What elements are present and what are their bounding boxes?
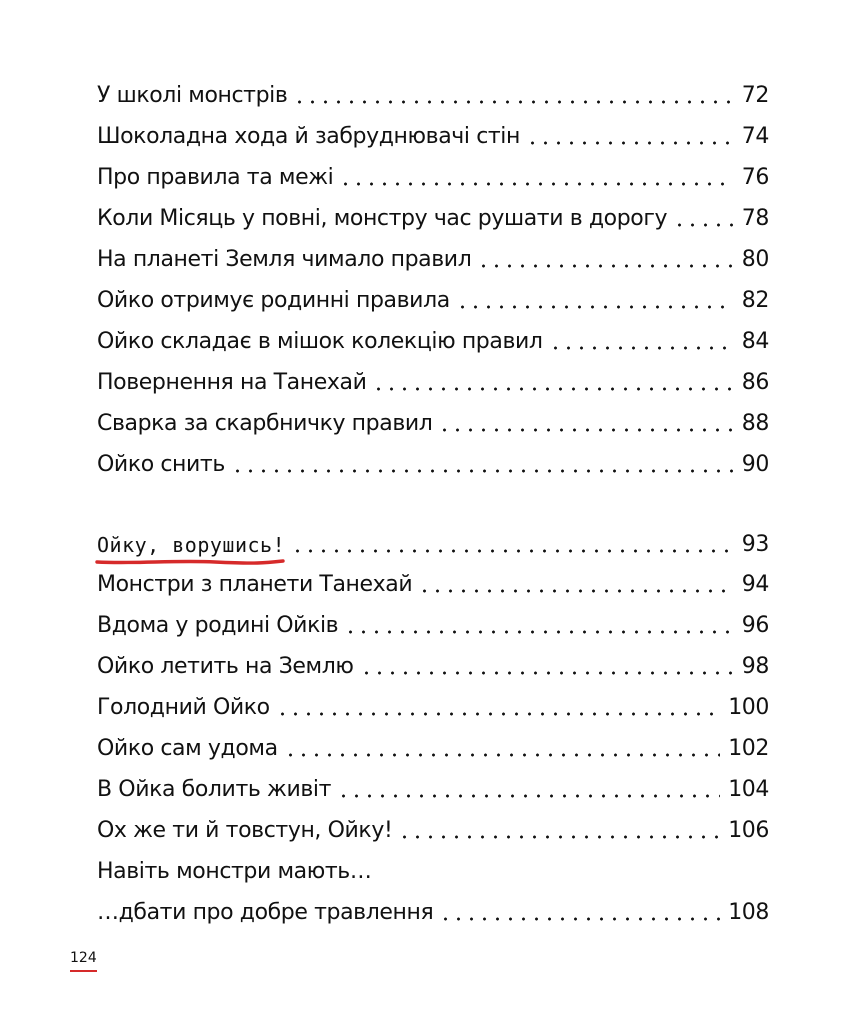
- toc-entry: [97, 322, 769, 356]
- toc-entry-title: Ойко летить на Землю: [97, 654, 354, 679]
- dot-leader: [438, 427, 733, 433]
- toc-entry-page: 104: [728, 777, 769, 802]
- toc-entry: [97, 852, 769, 886]
- toc-entry-title: На планеті Земля чимало правил: [97, 247, 472, 272]
- toc-entry-title: Голодний Ойко: [97, 695, 270, 720]
- toc-entry: [97, 117, 769, 151]
- dot-leader: [231, 468, 734, 474]
- toc-entry-page: 100: [728, 695, 769, 720]
- dot-leader: [477, 263, 733, 269]
- toc-entry-page: 90: [741, 452, 769, 477]
- toc-entry-title: Навіть монстри мають…: [97, 859, 372, 884]
- toc-entry: [97, 606, 769, 640]
- dot-leader: [526, 140, 734, 146]
- toc-entry-page: 78: [741, 206, 769, 231]
- dot-leader: [339, 181, 733, 187]
- toc-entry-title: Ойко отримує родинні правила: [97, 288, 450, 313]
- section-title-text: Ойку, ворушись!: [97, 533, 286, 557]
- toc-entry-title: …дбати про добре травлення: [97, 900, 434, 925]
- toc-entry: [97, 158, 769, 192]
- toc-entry-page: 76: [741, 165, 769, 190]
- dot-leader: [360, 670, 734, 676]
- section-title: [97, 531, 289, 559]
- toc-entry: [97, 647, 769, 681]
- toc-entry-title: Вдома у родині Ойків: [97, 613, 339, 638]
- toc-entry-page: 84: [741, 329, 769, 354]
- toc-entry-page: 72: [741, 83, 769, 108]
- dot-leader: [456, 304, 734, 310]
- toc-entry: [97, 76, 769, 110]
- toc-entry-page: 98: [741, 654, 769, 679]
- toc-entry: [97, 404, 769, 438]
- toc-entry-page: 93: [741, 532, 769, 557]
- dot-leader: [418, 588, 734, 594]
- dot-leader: [439, 916, 720, 922]
- dot-leader: [293, 99, 733, 105]
- toc-entry-title: В Ойка болить живіт: [97, 777, 332, 802]
- toc-entry: [97, 811, 769, 845]
- toc-entry-page: 96: [741, 613, 769, 638]
- toc-entry-title: Повернення на Танехай: [97, 370, 367, 395]
- toc-entry: [97, 281, 769, 315]
- toc-entry-title: Ойко снить: [97, 452, 225, 477]
- toc-entry: [97, 240, 769, 274]
- dot-leader: [284, 752, 721, 758]
- dot-leader: [372, 386, 733, 392]
- toc-entry: [97, 729, 769, 763]
- dot-leader: [344, 629, 734, 635]
- toc-entry: [97, 565, 769, 599]
- toc-entry: [97, 199, 769, 233]
- toc-entry-page: 86: [741, 370, 769, 395]
- toc-entry-page: 88: [741, 411, 769, 436]
- toc-entry-page: 74: [741, 124, 769, 149]
- toc-entry: [97, 445, 769, 479]
- toc-entry-page: 102: [728, 736, 769, 761]
- dot-leader: [673, 222, 734, 228]
- dot-leader: [337, 793, 720, 799]
- toc-entry-title: У школі монстрів: [97, 83, 288, 108]
- toc-entry-title: Монстри з планети Танехай: [97, 572, 413, 597]
- toc-entry: [97, 688, 769, 722]
- page-number-underline: [70, 970, 97, 972]
- toc-entry: [97, 893, 769, 927]
- dot-leader: [276, 711, 720, 717]
- toc-entry-title: Коли Місяць у повні, монстру час рушати в дорогу: [97, 206, 668, 231]
- toc-entry-page: 80: [741, 247, 769, 272]
- toc-entry-page: 82: [741, 288, 769, 313]
- toc-entry-page: 108: [728, 900, 769, 925]
- dot-leader: [549, 345, 734, 351]
- toc-entry-page: 106: [728, 818, 769, 843]
- toc-entry-title: Про правила та межі: [97, 165, 334, 190]
- dot-leader: [291, 548, 734, 554]
- toc-entry-title: Шоколадна хода й забруднювачі стін: [97, 124, 521, 149]
- page-number: [70, 950, 97, 966]
- toc-entry-title: Ойко складає в мішок колекцію правил: [97, 329, 543, 354]
- toc-entry-title: Ох же ти й товстун, Ойку!: [97, 818, 393, 843]
- toc-entry-title: Сварка за скарбничку правил: [97, 411, 433, 436]
- toc-entry-page: 94: [741, 572, 769, 597]
- toc-entry-title: Ойко сам удома: [97, 736, 278, 761]
- dot-leader: [398, 834, 720, 840]
- toc-section-entry: [97, 525, 769, 559]
- toc-entry: [97, 770, 769, 804]
- toc-entry: [97, 363, 769, 397]
- page-number-text: 124: [70, 950, 97, 966]
